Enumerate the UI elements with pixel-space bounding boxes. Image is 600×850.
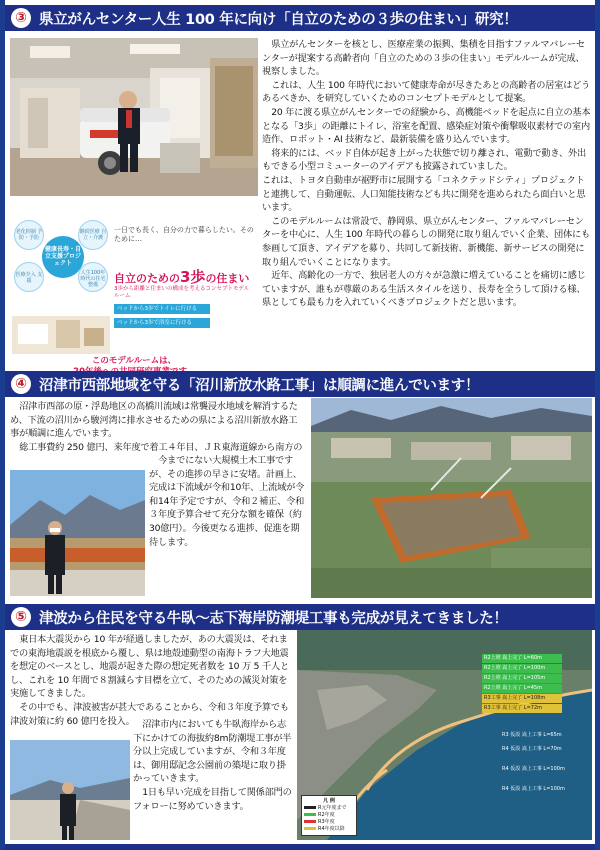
map-label: R3工事 嵩上完了 L=72m — [482, 704, 562, 713]
map-labels — [482, 654, 562, 714]
map-legend — [301, 795, 357, 836]
paragraph: 県立がんセンターを核とし、医療産業の振興、集積を目指すファルマバレーセンターが提案する高齢者向「自立のための３歩の住まい」モデルルームが完成、視察しました。 — [262, 39, 585, 78]
paragraph: 1日も早い完成を目指して関係部門のフォローに努めていきます。 — [133, 786, 292, 812]
brochure-circle: 継続医療 自立・介護 — [78, 220, 108, 250]
paragraph: 今までにない大規模土木工事ですが、その進捗の早さに安堵。計画上、完成は下流域が令和10年、上流域が令和14年予定ですが、令和２補正、令和３年度予算合せて充分な額を確保（約30億円）。今後更なる進捗、促進を期待します。 — [149, 455, 305, 548]
brochure-subtext: 3歩から距離と住まいの構成を考えるコンセプトモデルルーム — [114, 286, 250, 299]
brochure-tagline: 一日でも長く、自分の力で暮らしたい。そのために… — [114, 226, 254, 243]
section5-number: ⑤ — [11, 607, 31, 627]
map-label: R2上堆 嵩上完了 L=105m — [482, 674, 562, 683]
paragraph: 沼津市西部の原・浮島地区の高橋川流域は常襲浸水地域を解消するため、下流の沼川から駿河湾に排水させるための県による沼川新放水路工事が順調に進んでいます。 — [10, 401, 298, 440]
section4-header — [5, 371, 595, 397]
map-label: R4 仮設 嵩上工事 L=70m — [502, 746, 562, 752]
section5-body-top — [10, 633, 293, 731]
coastal-seawall-map — [297, 630, 592, 840]
legend-title: 凡 例 — [323, 798, 335, 804]
map-label: R2上堆 嵩上完了 L=60m — [482, 654, 562, 663]
brochure-bath-label: ベッドから3歩で浴室に行ける — [114, 318, 210, 328]
section4-number: ④ — [11, 374, 31, 394]
section5-body-right — [133, 718, 293, 840]
map-label: R3 仮設 嵩上工事 L=65m — [502, 732, 562, 738]
paragraph: 総工事費約 250 億円、来年度で着工４年目、ＪＲ東海道線から南方の — [19, 441, 303, 453]
section4-body-continued — [149, 454, 306, 598]
legend-item: R2年度 — [304, 812, 354, 819]
paragraph: 東日本大震災から 10 年が経過しましたが、あの大震災は、それまでの東海地震説を根底から覆し、県は地殻連動型の南海トラフ大地震を想定のベースとし、地震が起きた際の想定死者数を 10 万 5 千人とし、これを 10 年間で８割減らす目標を立て、そのための減災対策を実施してきました。 — [10, 634, 290, 700]
brochure-circle: 人生100年時代の住宅整備 — [78, 262, 108, 292]
legend-item: R4年度以降 — [304, 826, 354, 833]
river-site-photo — [10, 470, 145, 596]
map-label: R4 仮設 嵩上工事 L=100m — [502, 766, 565, 772]
section3-header — [5, 5, 595, 31]
brochure-heading: 自立のための3歩の住まい — [114, 268, 250, 286]
model-room-photo — [10, 38, 258, 196]
brochure-circles — [12, 206, 112, 316]
construction-aerial-photo — [311, 398, 592, 598]
paragraph: 将来的には、ベッド自体が起き上がった状態で切り離され、電動で動き、外出もできる小型コミューターのアイデアも披露されていました。 — [262, 147, 586, 173]
map-label: R2上堆 嵩上完了 L=100m — [482, 664, 562, 673]
legend-item: R3年度 — [304, 819, 354, 826]
section3-number: ③ — [11, 8, 31, 28]
brochure-main-circle: 健康長寿・自立支援プロジェクト — [42, 236, 84, 278]
section4-title: 沼津市西部地域を守る「沼川新放水路工事」は順調に進んでいます！ — [39, 377, 480, 394]
seawall-site-photo — [10, 740, 130, 840]
section4-body-top — [10, 400, 306, 454]
section5-title: 津波から住民を守る牛臥～志下海岸防潮堤工事も完成が見えてきました！ — [39, 610, 508, 627]
map-label: R4 仮設 嵩上工事 L=100m — [502, 786, 565, 792]
paragraph: これは、人生 100 年時代において健康寿命が尽きたあとの高齢者の居室はどうあるべきか、を研究していくためのコンセプトモデルとして提案。 — [262, 79, 591, 105]
paragraph: その中でも、津波被害が甚大であることから、令和３年度予算でも津波対策に約 60 億円を投入。 — [10, 701, 289, 727]
paragraph: 20 年に渡る県立がんセンターでの経験から、高機能ベッドを起点に自立の基本となる「3歩」の距離にトイレ、浴室を配置、感染症対策や衝撃吸収素材での室内造作、ロボット・AI 技術など、最新装備を盛り込んでいます。 — [262, 106, 591, 146]
section3-caption: このモデルルームは、 — [91, 356, 177, 366]
map-label: R2上堆 嵩上完了 L=45m — [482, 684, 562, 693]
section3-body — [262, 38, 592, 382]
paragraph: このモデルルームは常設で、静岡県、県立がんセンター、ファルマバレーセンターを中心に、人生 100 年時代の暮らしの開発に取り組んでいく企業、団体にも参画して頂き、アイデアを募り、共同して新技術、新機能、新サービスの開発に取り組んでいくことになります。 — [262, 215, 590, 268]
section3-title: 県立がんセンター人生 100 年に向け「自立のための３歩の住まい」研究！ — [39, 11, 518, 28]
brochure-circle: 医療介入 支援 — [14, 262, 44, 292]
footer-bar — [5, 844, 595, 850]
paragraph: これは、トヨタ自動車が裾野市に展開する「コネクテッドシティ」プロジェクトと連携して、自動運転、人口知能技術なども共に開発を進められたら面白いと思います。 — [262, 174, 586, 214]
map-label: R3工事 嵩上完了 L=108m — [482, 694, 562, 703]
section5-header — [5, 604, 595, 630]
paragraph: 沼津市内においても牛臥海岸から志下にかけての海抜約8m防潮堤工事が半分以上完成していますが、令和３年度は、御用邸記念公園前の築堤に取り掛かっていきます。 — [133, 719, 292, 785]
brochure-toilet-label: ベッドから3歩でトイレに行ける — [114, 304, 210, 314]
legend-item: R元年度まで — [304, 805, 354, 812]
brochure-room-photo — [12, 316, 110, 354]
map-labels-lower — [502, 730, 586, 794]
paragraph: 近年、高齢化の一方で、独居老人の方々が急激に増えていることを痛切に感じていますが、誰もが尊厳のある生活スタイルを送り、長寿を全うして頂ける様、県としても最も力を入れていくべきプロジェクトだと思います。 — [262, 270, 586, 309]
brochure-circle: 老化抑制 予防・予防 — [14, 220, 44, 250]
brochure-image — [10, 204, 258, 356]
